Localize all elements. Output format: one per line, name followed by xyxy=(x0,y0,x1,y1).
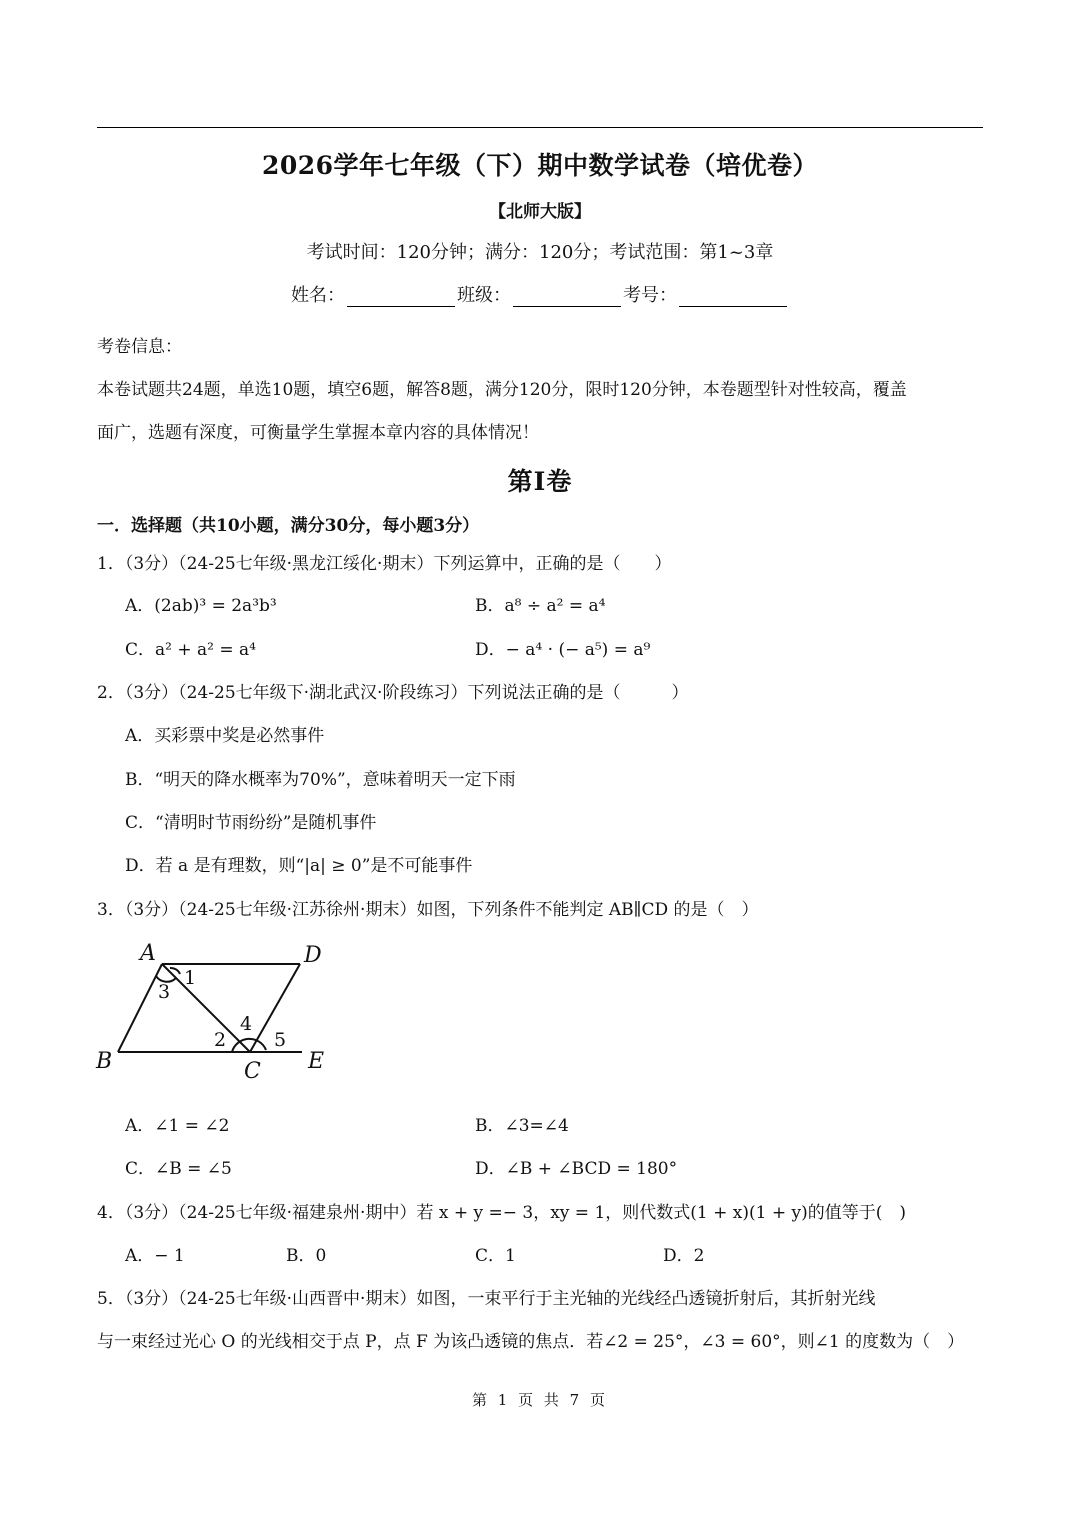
question-3-option-a: A．∠1 = ∠2 xyxy=(125,1116,230,1136)
question-2-option-c: C．“清明时节雨纷纷”是随机事件 xyxy=(125,813,377,833)
label-c: C xyxy=(244,1059,261,1084)
number-label: 考号： xyxy=(623,285,677,306)
segment-ac xyxy=(162,964,253,1052)
student-fields xyxy=(0,281,1080,307)
question-1-option-d: D．− a⁴ · (− a⁵) = a⁹ xyxy=(475,640,651,660)
edition-label: 【北师大版】 xyxy=(489,202,591,222)
question-5-stem-line-2: 与一束经过光心 O 的光线相交于点 P，点 F 为该凸透镜的焦点．若∠2 = 25°，∠3 = 60°，则∠1 的度数为（ ） xyxy=(97,1332,965,1352)
question-1-option-c: C．a² + a² = a⁴ xyxy=(125,640,256,660)
info-line-1: 本卷试题共24题，单选10题，填空6题，解答8题，满分120分，限时120分钟，本卷题型针对性较高，覆盖 xyxy=(97,380,907,400)
name-blank[interactable] xyxy=(347,286,455,307)
name-label: 姓名： xyxy=(291,285,345,306)
page-footer: 第 1 页 共 7 页 xyxy=(472,1391,608,1409)
label-angle-1: 1 xyxy=(184,967,197,989)
label-a: A xyxy=(140,941,156,966)
label-b: B xyxy=(96,1049,113,1074)
question-1-stem: 1．（3分）（24-25七年级·黑龙江绥化·期末）下列运算中，正确的是（ ） xyxy=(97,554,672,574)
question-3-option-b: B．∠3=∠4 xyxy=(475,1116,569,1136)
header-rule xyxy=(97,127,983,128)
label-e: E xyxy=(308,1049,325,1074)
page-title: 2026学年七年级（下）期中数学试卷（培优卷） xyxy=(261,151,819,180)
parallelogram-figure xyxy=(90,932,340,1092)
question-5-stem-line-1: 5．（3分）（24-25七年级·山西晋中·期末）如图，一束平行于主光轴的光线经凸透镜折射后，其折射光线 xyxy=(97,1289,876,1309)
label-angle-3: 3 xyxy=(158,981,171,1003)
question-2-option-d: D．若 a 是有理数，则“|a| ≥ 0”是不可能事件 xyxy=(125,856,473,876)
class-label: 班级： xyxy=(457,285,511,306)
question-3-option-c: C．∠B = ∠5 xyxy=(125,1159,232,1179)
question-4-option-b: B．0 xyxy=(286,1246,327,1266)
number-blank[interactable] xyxy=(679,286,787,307)
segment-ab xyxy=(118,964,162,1052)
question-2-stem: 2．（3分）（24-25七年级下·湖北武汉·阶段练习）下列说法正确的是（ ） xyxy=(97,683,689,703)
label-d: D xyxy=(304,943,322,968)
exam-info: 考试时间：120分钟；满分：120分；考试范围：第1~3章 xyxy=(306,242,774,263)
question-3-option-d: D．∠B + ∠BCD = 180° xyxy=(475,1159,678,1179)
class-blank[interactable] xyxy=(513,286,621,307)
info-heading: 考卷信息： xyxy=(97,337,182,357)
question-2-option-b: B．“明天的降水概率为70%”，意味着明天一定下雨 xyxy=(125,770,516,790)
part-heading: 一．选择题（共10小题，满分30分，每小题3分） xyxy=(97,516,480,536)
question-1-option-b: B．a⁸ ÷ a² = a⁴ xyxy=(475,596,606,616)
question-4-option-d: D．2 xyxy=(663,1246,705,1266)
question-2-option-a: A．买彩票中奖是必然事件 xyxy=(125,726,325,746)
volume-title: 第Ⅰ卷 xyxy=(507,467,573,496)
question-4-option-a: A．− 1 xyxy=(125,1246,185,1266)
question-1-option-a: A．(2ab)³ = 2a³b³ xyxy=(125,596,277,616)
question-4-stem: 4．（3分）（24-25七年级·福建泉州·期中）若 x + y =− 3，xy = 1，则代数式(1 + x)(1 + y)的值等于( ) xyxy=(97,1203,906,1223)
question-3-stem: 3．（3分）（24-25七年级·江苏徐州·期末）如图，下列条件不能判定 AB∥CD 的是（ ） xyxy=(97,900,759,920)
label-angle-5: 5 xyxy=(274,1029,287,1051)
label-angle-4: 4 xyxy=(240,1013,253,1035)
label-angle-2: 2 xyxy=(214,1029,227,1051)
question-4-option-c: C．1 xyxy=(475,1246,516,1266)
info-line-2: 面广，选题有深度，可衡量学生掌握本章内容的具体情况！ xyxy=(97,423,539,443)
